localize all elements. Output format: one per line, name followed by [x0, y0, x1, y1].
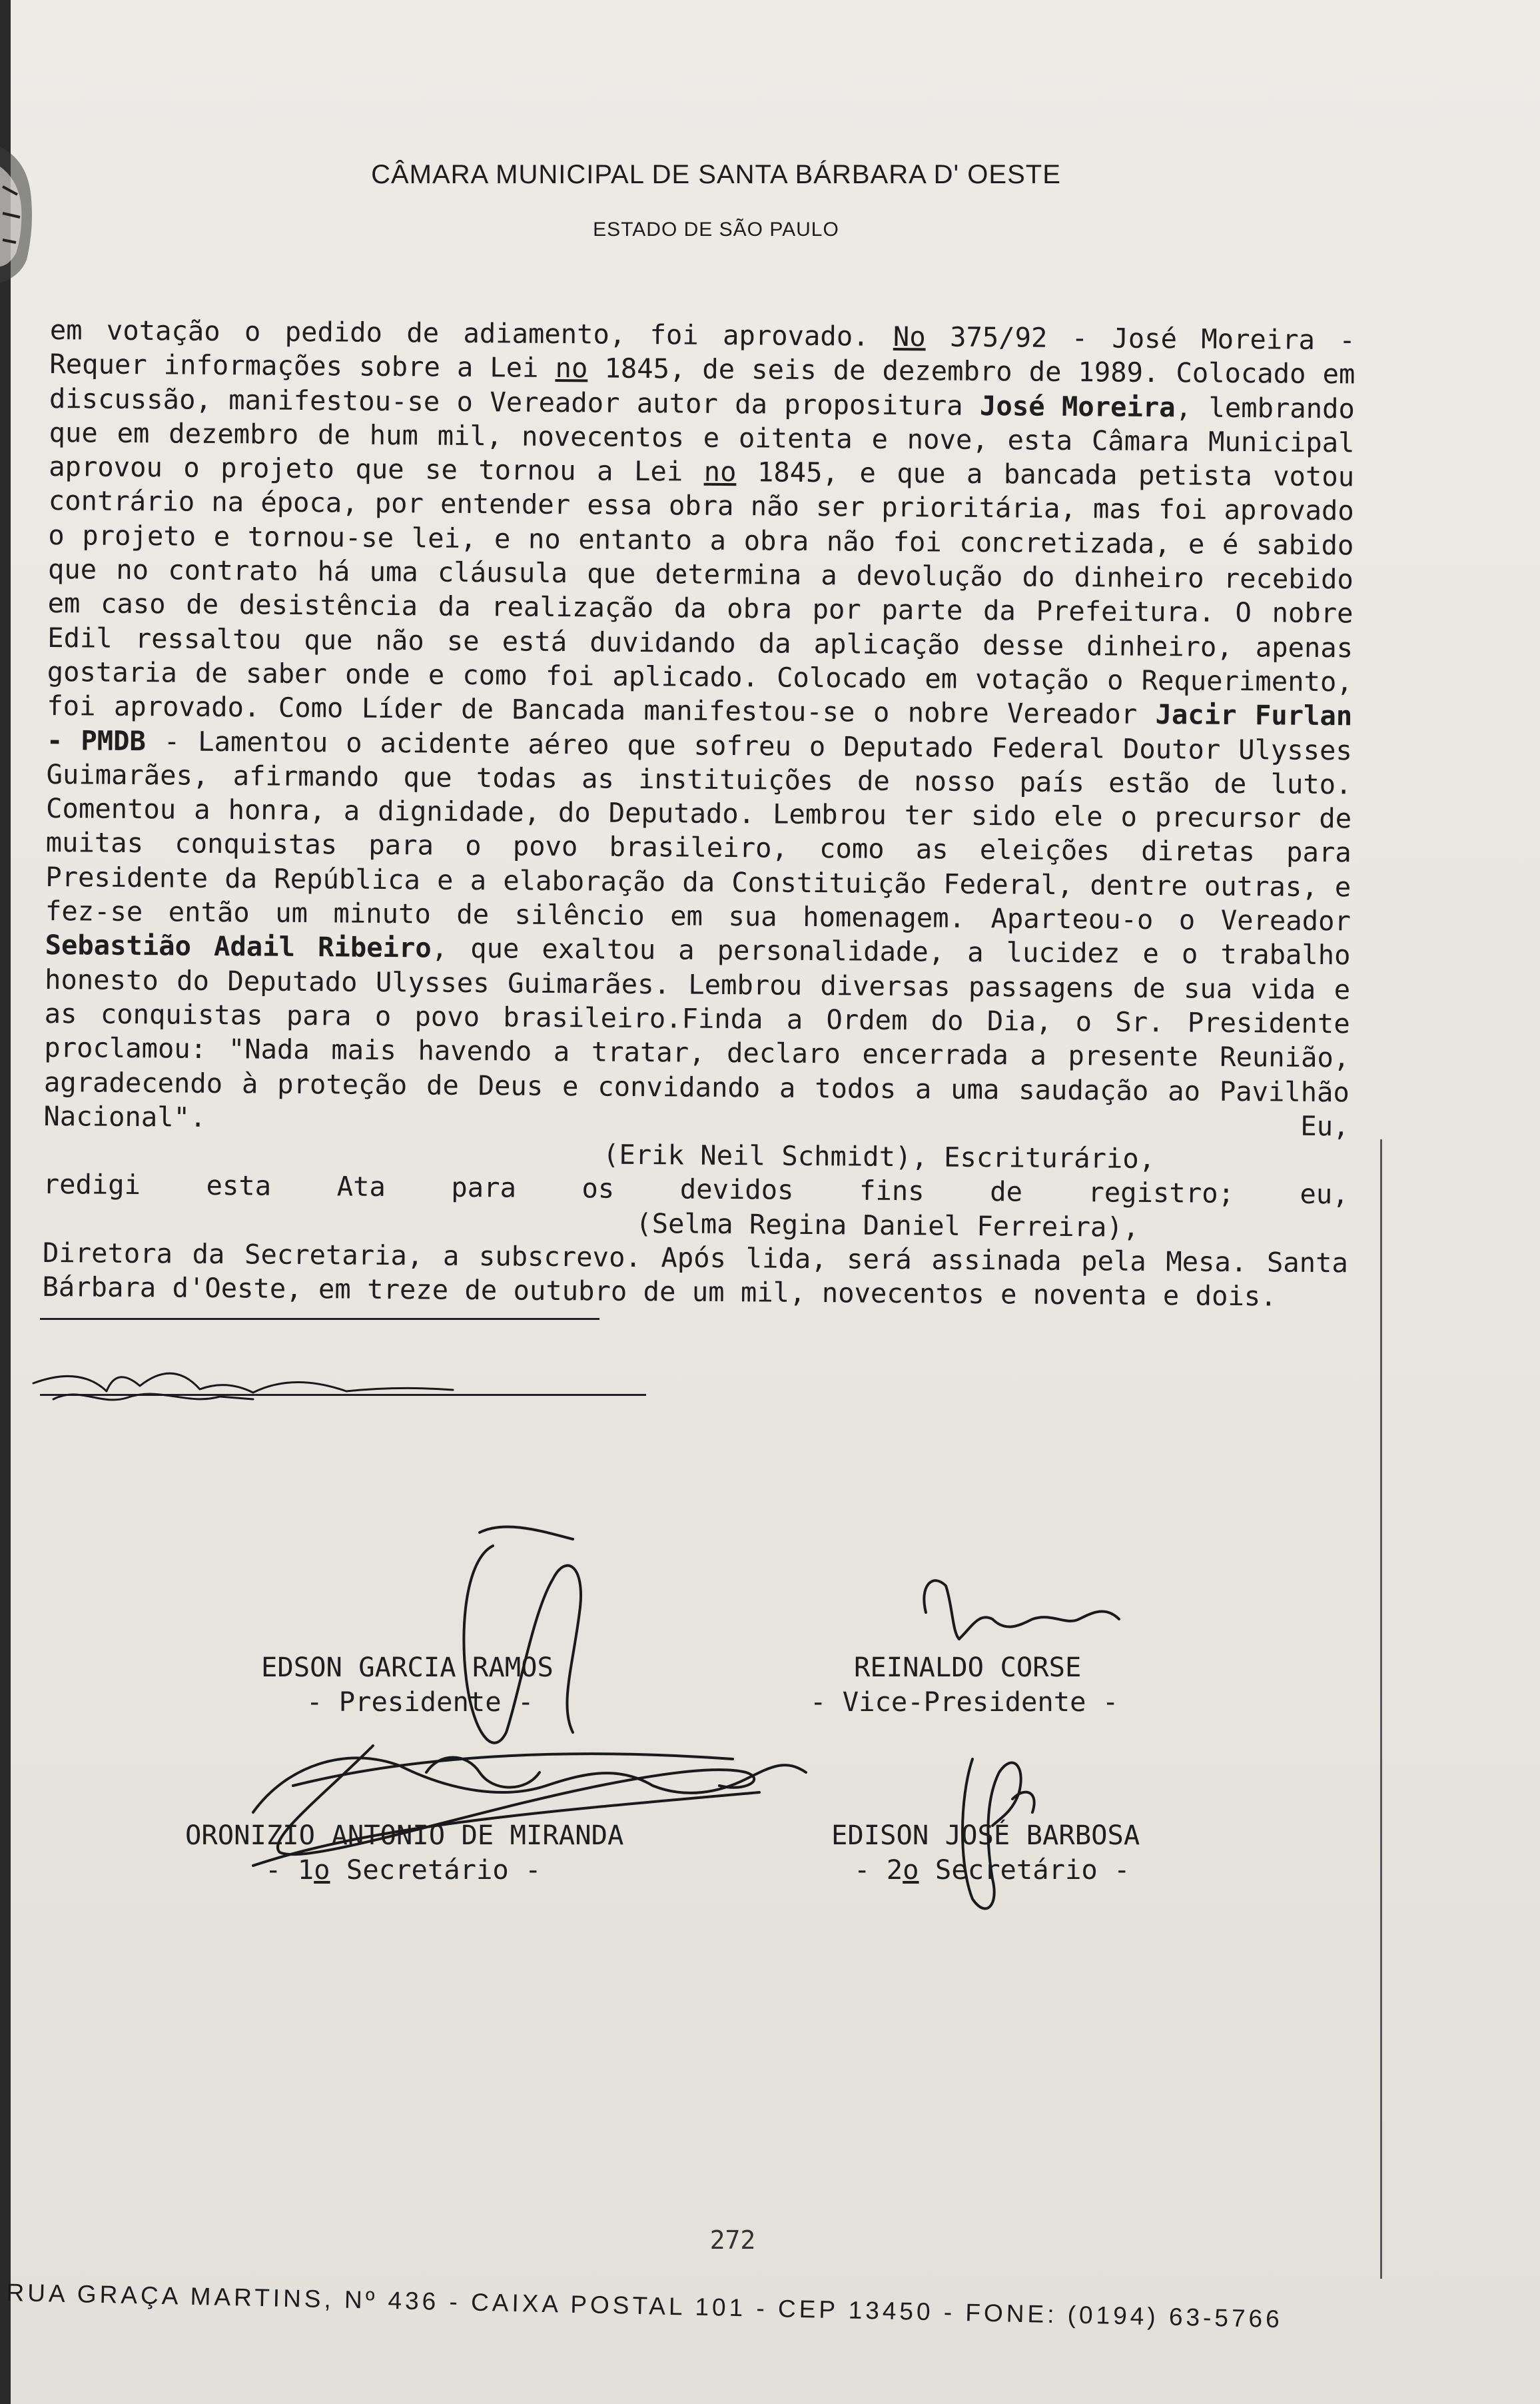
text-run: - 1: [265, 1854, 314, 1886]
margin-rule: [1380, 1139, 1382, 2279]
first-secretary-name: ORONIZIO ANTONIO DE MIRANDA: [185, 1819, 624, 1851]
number-abbrev: No: [893, 320, 926, 353]
ordinal-mark: o: [903, 1854, 919, 1886]
scan-left-edge: [0, 0, 11, 2404]
text-run: 1845, e que a bancada petista votou contrário na época, por entender essa obra não ser prioritária, mas foi aprovado o projeto e tornou-se lei, e no entanto a obra não foi concretizada, e é sabido que no contrato há uma cláusula que determina a devolução do dinheiro recebido em caso de desistência da realização da obra por parte da Prefeitura. O nobre Edil ressaltou que não se está duvidando da aplicação desse dinheiro, apenas gostaria de saber onde e como foi aplicado. Colocado em votação o Requerimento, foi aprovado. Como Líder de Bancada manifestou-se o nobre Vereador: [47, 456, 1355, 731]
text-run: Secretário -: [919, 1854, 1130, 1886]
director-signature-line: [40, 1394, 646, 1396]
vice-president-name: REINALDO CORSE: [854, 1651, 1082, 1683]
clerk-signature-line: [40, 1318, 599, 1320]
first-secretary-role: [265, 1854, 542, 1886]
vice-president-signature: [924, 1580, 1119, 1639]
text-run: 1845, de seis de dezembro de 1989. Colocado em discussão, manifestou-se o Vereador autor da propositura: [49, 352, 1355, 422]
state-subtitle: ESTADO DE SÃO PAULO: [593, 219, 839, 241]
closing-paragraph: Diretora da Secretaria, a subscrevo. Após lida, será assinada pela Mesa. Santa Bárbara d'Oeste, em treze de outubro de um mil, novecentos e noventa e dois.: [42, 1236, 1349, 1313]
ordinal-mark: o: [314, 1854, 330, 1886]
number-abbrev: no: [555, 352, 588, 384]
chamber-title: CÂMARA MUNICIPAL DE SANTA BÁRBARA D' OESTE: [371, 160, 1061, 189]
vice-president-role: - Vice-Presidente -: [810, 1686, 1119, 1718]
president-name: EDSON GARCIA RAMOS: [261, 1651, 554, 1683]
text-run: - 2: [854, 1854, 903, 1886]
text-run: 375/92 - José Moreira - Requer informações sobre a Lei: [49, 320, 1355, 384]
minutes-paragraph-main: [43, 313, 1355, 1143]
text-run: em votação o pedido de adiamento, foi aprovado.: [49, 313, 894, 352]
footer-address: RUA GRAÇA MARTINS, Nº 436 - CAIXA POSTAL 101 - CEP 13450 - FONE: (0194) 63-5766: [6, 2279, 1284, 2333]
text-run: , que exaltou a personalidade, a lucidez e o trabalho honesto do Deputado Ulysses Guimarães. Lembrou diversas passagens de sua vida e as conquistas para o povo brasileiro.Finda a Ordem do Dia, o Sr. Presidente proclamou: "Nada mais havendo a tratar, declaro encerrada a presente Reunião, agradecendo à proteção de Deus e convidando a todos a uma saudação ao Pavilhão Nacional". Eu,: [43, 931, 1351, 1143]
clerk-line: (Erik Neil Schmidt), Escriturário,: [602, 1138, 1156, 1175]
footer: [0, 2212, 1540, 2345]
page-number: 272: [709, 2225, 756, 2255]
text-run: - Lamentou o acidente aéreo que sofreu o Deputado Federal Doutor Ulysses Guimarães, afirmando que todas as instituições de nosso país estão de luto. Comentou a honra, a dignidade, do Deputado. Lembrou ter sido ele o precursor de muitas conquistas para o povo brasileiro, como as eleições diretas para Presidente da República e a elaboração da Constituição Federal, dentre outras, e fez-se então um minuto de silêncio em sua homenagem. Aparteou-o o Vereador: [45, 724, 1353, 937]
councilor-name: José Moreira: [979, 389, 1176, 423]
councilor-name: Jacir Furlan - PMDB: [46, 698, 1353, 757]
municipal-seal-fragment: [0, 133, 40, 287]
director-line: (Selma Regina Daniel Ferreira),: [635, 1207, 1140, 1243]
minutes-body: [42, 313, 1355, 1315]
text-run: Secretário -: [330, 1854, 542, 1886]
first-secretary-signature: [253, 1758, 806, 1813]
president-role: - Presidente -: [306, 1686, 534, 1718]
number-abbrev: no: [703, 455, 737, 488]
drafting-line: redigi esta Ata para os devidos fins de registro; eu,: [43, 1168, 1349, 1211]
text-run: , lembrando que em dezembro de hum mil, novecentos e oitenta e nove, esta Câmara Municipal aprovou o projeto que se tornou a Lei: [49, 390, 1355, 488]
councilor-name: Sebastião Adail Ribeiro: [45, 929, 432, 964]
second-secretary-name: EDISON JOSÉ BARBOSA: [831, 1819, 1140, 1851]
second-secretary-role: [854, 1854, 1130, 1886]
clerk-signature: [33, 1373, 453, 1393]
